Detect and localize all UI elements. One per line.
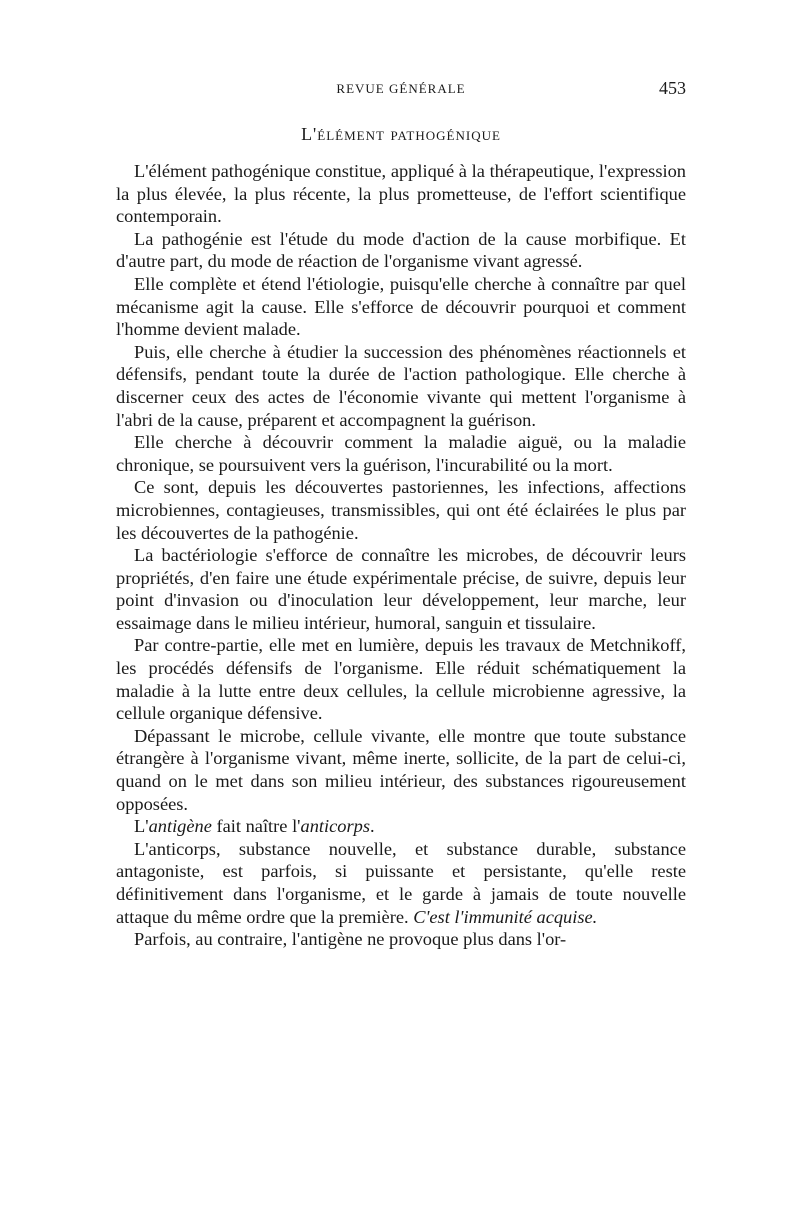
paragraph-10: [116, 815, 686, 838]
paragraph-4: Puis, elle cherche à étudier la succession des phénomènes réactionnels et défensifs, pendant toute la durée de l'action pathologique. Elle cherche à discerner ceux des actes de l'économie vivante qui mettent l'organisme à l'abri de la cause, préparent et accompagnent la guérison.: [116, 341, 686, 430]
immunite-acquise-phrase: C'est l'immunité acquise.: [413, 906, 598, 927]
paragraph-11: [116, 838, 686, 928]
paragraph-10-mid: fait naître: [211, 816, 293, 837]
section-title: L'élément pathogénique: [301, 124, 501, 144]
paragraph-10-lead: L': [134, 816, 149, 837]
paragraph-6: Ce sont, depuis les découvertes pastoriennes, les infections, affections microbiennes, contagieuses, transmissibles, qui ont été éclairées le plus par les découvertes de la pathogénie.: [116, 477, 686, 543]
paragraph-10-tail: .: [369, 816, 375, 837]
paragraph-8: Par contre-partie, elle met en lumière, depuis les travaux de Metchnikoff, les procédés défensifs de l'organisme. Elle réduit schématiquement la maladie à la lutte entre deux cellules, la cellule microbienne agressive, la cellule organique défensive.: [116, 635, 686, 724]
body-text: [116, 160, 686, 951]
page-number: 453: [659, 78, 686, 98]
running-title: REVUE GÉNÉRALE: [336, 81, 466, 96]
paragraph-10-tail-lead: l': [292, 816, 301, 837]
running-head: [116, 78, 686, 100]
paragraph-7: La bactériologie s'efforce de connaître les microbes, de découvrir leurs propriétés, d'en faire une étude expérimentale précise, de suivre, depuis leur point d'invasion ou d'inoculation leur développement, leur marche, leur essaimage dans le milieu intérieur, humoral, sanguin et tissulaire.: [116, 545, 686, 633]
paragraph-11-text: L'anticorps, substance nouvelle, et substance durable, substance antagoniste, est parfois, si puissante et persistante, qu'elle reste définitivement dans l'organisme, et le garde à jamais de toute nouvelle attaque du même ordre que la première.: [116, 838, 686, 927]
paragraph-12: Parfois, au contraire, l'antigène ne provoque plus dans l'or-: [134, 929, 567, 950]
paragraph-5: Elle cherche à découvrir comment la maladie aiguë, ou la maladie chronique, se poursuivent vers la guérison, l'incurabilité ou la mort.: [116, 432, 686, 475]
anticorps-term: anticorps: [300, 816, 370, 837]
paragraph-9: Dépassant le microbe, cellule vivante, elle montre que toute substance étrangère à l'organisme vivant, même inerte, sollicite, de la part de celui-ci, quand on le met dans son milieu intérieur, des substances rigoureusement opposées.: [116, 725, 686, 814]
paragraph-2: La pathogénie est l'étude du mode d'action de la cause morbifique. Et d'autre part, du mode de réaction de l'organisme vivant agressé.: [116, 228, 686, 272]
paragraph-3: Elle complète et étend l'étiologie, puisqu'elle cherche à connaître par quel mécanisme agit la cause. Elle s'efforce de découvrir pourquoi et comment l'homme devient malade.: [116, 273, 686, 340]
paragraph-1: L'élément pathogénique constitue, appliqué à la thérapeutique, l'expression la plus élevée, la plus récente, la plus prometteuse, de l'effort scientifique contemporain.: [116, 161, 686, 227]
antigene-term: antigène: [148, 816, 212, 837]
